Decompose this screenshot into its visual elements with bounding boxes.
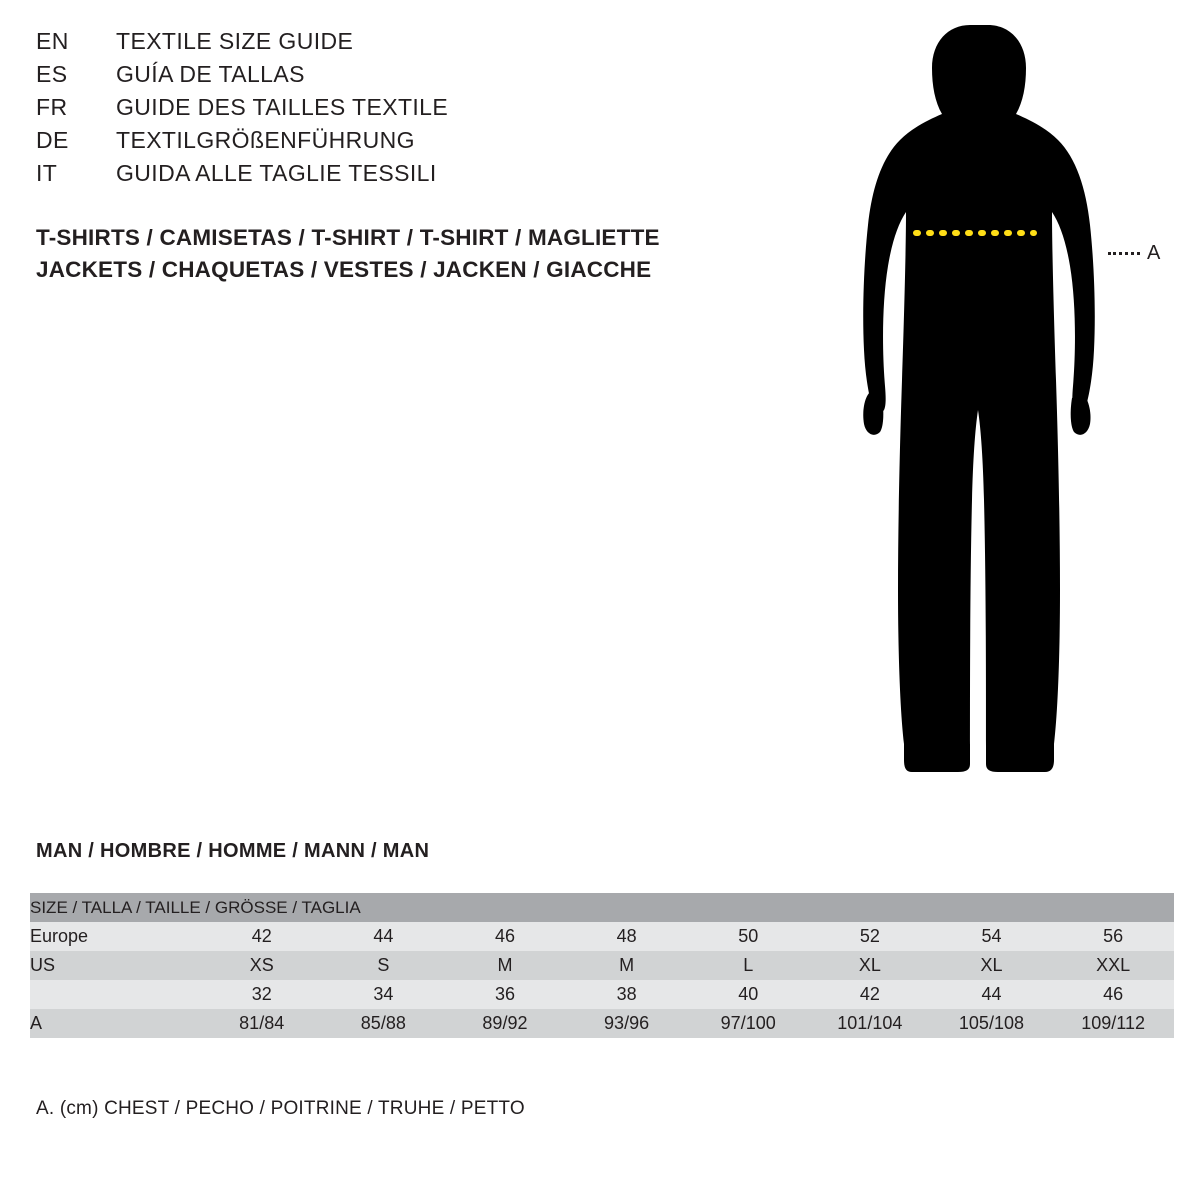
row-label: A (30, 1009, 201, 1038)
table-row (30, 1009, 1174, 1038)
cell-value: XL (931, 951, 1053, 980)
language-text: TEXTILGRÖßENFÜHRUNG (116, 127, 415, 153)
table-header-label: SIZE / TALLA / TAILLE / GRÖSSE / TAGLIA (30, 893, 1174, 922)
body-figure (820, 20, 1180, 790)
garment-line-tshirts: T-SHIRTS / CAMISETAS / T-SHIRT / T-SHIRT / MAGLIETTE (36, 225, 660, 250)
cell-value: 93/96 (566, 1009, 688, 1038)
garment-type-list (36, 222, 796, 286)
cell-value: 97/100 (687, 1009, 809, 1038)
cell-value: M (566, 951, 688, 980)
language-list (36, 28, 736, 193)
body-silhouette-icon (820, 20, 1180, 790)
language-text: GUIDA ALLE TAGLIE TESSILI (116, 160, 437, 186)
cell-value: 52 (809, 922, 931, 951)
language-code: FR (36, 94, 68, 120)
cell-value: 105/108 (931, 1009, 1053, 1038)
measure-leader-line (1108, 252, 1140, 255)
footnote-chest-measure: A. (cm) CHEST / PECHO / POITRINE / TRUHE / PETTO (36, 1098, 525, 1119)
cell-value: 34 (323, 980, 445, 1009)
cell-value: L (687, 951, 809, 980)
row-label (30, 980, 201, 1009)
cell-value: M (444, 951, 566, 980)
cell-value: 81/84 (201, 1009, 323, 1038)
cell-value: 54 (931, 922, 1053, 951)
cell-value: 32 (201, 980, 323, 1009)
size-table (30, 893, 1174, 1038)
table-row (30, 980, 1174, 1009)
cell-value: 46 (444, 922, 566, 951)
language-text: TEXTILE SIZE GUIDE (116, 28, 354, 54)
cell-value: 101/104 (809, 1009, 931, 1038)
cell-value: 40 (687, 980, 809, 1009)
language-text: GUÍA DE TALLAS (116, 61, 305, 87)
table-section-title: MAN / HOMBRE / HOMME / MANN / MAN (36, 840, 430, 862)
cell-value: 50 (687, 922, 809, 951)
cell-value: S (323, 951, 445, 980)
cell-value: 56 (1052, 922, 1174, 951)
cell-value: 109/112 (1052, 1009, 1174, 1038)
language-row (36, 127, 736, 160)
measure-label-a: A (1147, 242, 1161, 264)
cell-value: 44 (323, 922, 445, 951)
cell-value: 42 (809, 980, 931, 1009)
language-row (36, 61, 736, 94)
table-row (30, 922, 1174, 951)
language-row (36, 28, 736, 61)
language-code: IT (36, 160, 58, 186)
language-text: GUIDE DES TAILLES TEXTILE (116, 94, 449, 120)
language-code: DE (36, 127, 69, 153)
cell-value: XS (201, 951, 323, 980)
cell-value: 36 (444, 980, 566, 1009)
language-row (36, 160, 736, 193)
cell-value: XXL (1052, 951, 1174, 980)
cell-value: 42 (201, 922, 323, 951)
language-code: ES (36, 61, 68, 87)
table-header-row (30, 893, 1174, 922)
garment-line-jackets: JACKETS / CHAQUETAS / VESTES / JACKEN / GIACCHE (36, 257, 652, 282)
language-row (36, 94, 736, 127)
cell-value: 85/88 (323, 1009, 445, 1038)
table-row (30, 951, 1174, 980)
row-label: US (30, 951, 201, 980)
cell-value: 48 (566, 922, 688, 951)
cell-value: XL (809, 951, 931, 980)
cell-value: 89/92 (444, 1009, 566, 1038)
cell-value: 46 (1052, 980, 1174, 1009)
row-label: Europe (30, 922, 201, 951)
cell-value: 38 (566, 980, 688, 1009)
cell-value: 44 (931, 980, 1053, 1009)
language-code: EN (36, 28, 69, 54)
